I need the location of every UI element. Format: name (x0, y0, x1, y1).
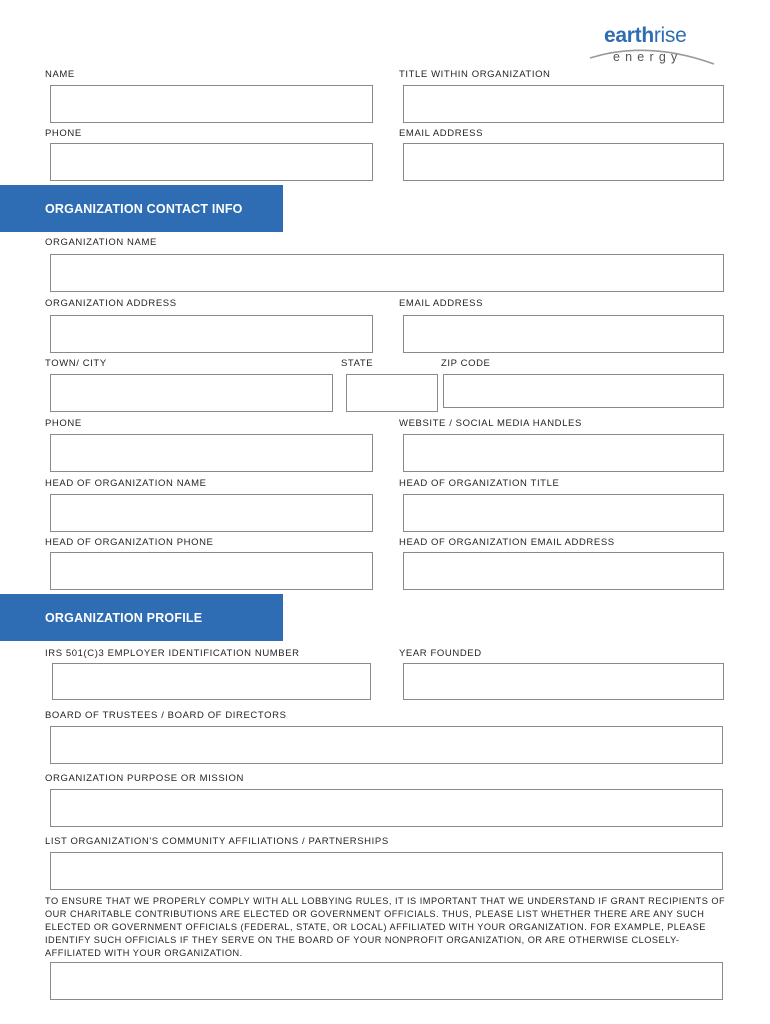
name-label: NAME (45, 69, 75, 80)
title-field[interactable] (403, 85, 724, 123)
profile-section-header (0, 594, 283, 641)
head-title-label: HEAD OF ORGANIZATION TITLE (399, 478, 560, 489)
logo-wordmark: earthrise (604, 24, 687, 47)
name-field[interactable] (50, 85, 373, 123)
board-label: BOARD OF TRUSTEES / BOARD OF DIRECTORS (45, 710, 287, 721)
board-field[interactable] (50, 726, 723, 764)
org-phone-label: PHONE (45, 418, 82, 429)
head-name-field[interactable] (50, 494, 373, 532)
state-label: STATE (341, 358, 374, 369)
profile-section-title: ORGANIZATION PROFILE (45, 611, 203, 625)
head-title-field[interactable] (403, 494, 724, 532)
website-field[interactable] (403, 434, 724, 472)
earthrise-energy-logo (588, 24, 718, 70)
phone-field[interactable] (50, 143, 373, 181)
contact-info-section-title: ORGANIZATION CONTACT INFO (45, 202, 243, 216)
town-label: TOWN/ CITY (45, 358, 107, 369)
year-founded-label: YEAR FOUNDED (399, 648, 482, 659)
org-name-label: ORGANIZATION NAME (45, 237, 157, 248)
zip-label: ZIP CODE (441, 358, 491, 369)
ein-field[interactable] (52, 663, 371, 700)
org-email-field[interactable] (403, 315, 724, 353)
head-name-label: HEAD OF ORGANIZATION NAME (45, 478, 207, 489)
lobbying-officials-field[interactable] (50, 962, 723, 1000)
org-email-label: EMAIL ADDRESS (399, 298, 483, 309)
head-email-label: HEAD OF ORGANIZATION EMAIL ADDRESS (399, 537, 615, 548)
purpose-label: ORGANIZATION PURPOSE OR MISSION (45, 773, 244, 784)
zip-field[interactable] (443, 374, 724, 408)
org-name-field[interactable] (50, 254, 724, 292)
org-address-field[interactable] (50, 315, 373, 353)
email-label: EMAIL ADDRESS (399, 128, 483, 139)
purpose-field[interactable] (50, 789, 723, 827)
lobbying-disclosure-text: TO ENSURE THAT WE PROPERLY COMPLY WITH ALL LOBBYING RULES, IT IS IMPORTANT THAT WE UNDERSTAND IF GRANT RECIPIENTS OF OUR CHARITABLE CONTRIBUTIONS ARE ELECTED OR GOVERNMENT OFFICIALS. THUS, PLEASE LIST WHETHER THERE ARE ANY SUCH ELECTED OR GOVERNMENT OFFICIALS (FEDERAL, STATE, OR LOCAL) AFFILIATED WITH YOUR ORGANIZATION. FOR EXAMPLE, PLEASE IDENTIFY SUCH OFFICIALS IF THEY SERVE ON THE BOARD OF YOUR NONPROFIT ORGANIZATION, OR ARE OTHERWISE CLOSELY-AFFILIATED WITH YOUR ORGANIZATION. (45, 896, 726, 959)
head-phone-field[interactable] (50, 552, 373, 590)
website-label: WEBSITE / SOCIAL MEDIA HANDLES (399, 418, 582, 429)
head-phone-label: HEAD OF ORGANIZATION PHONE (45, 537, 214, 548)
email-field[interactable] (403, 143, 724, 181)
org-address-label: ORGANIZATION ADDRESS (45, 298, 177, 309)
affiliations-label: LIST ORGANIZATION'S COMMUNITY AFFILIATIONS / PARTNERSHIPS (45, 836, 389, 847)
state-field[interactable] (346, 374, 438, 412)
year-founded-field[interactable] (403, 663, 724, 700)
head-email-field[interactable] (403, 552, 724, 590)
affiliations-field[interactable] (50, 852, 723, 890)
logo-subtitle: energy (613, 50, 683, 64)
contact-info-section-header (0, 185, 283, 232)
ein-label: IRS 501(C)3 EMPLOYER IDENTIFICATION NUMBER (45, 648, 300, 659)
town-field[interactable] (50, 374, 333, 412)
phone-label: PHONE (45, 128, 82, 139)
org-phone-field[interactable] (50, 434, 373, 472)
title-label: TITLE WITHIN ORGANIZATION (399, 69, 551, 80)
